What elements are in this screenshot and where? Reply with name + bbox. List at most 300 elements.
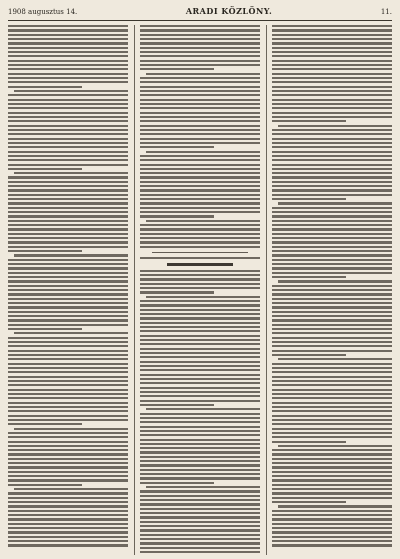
text-line xyxy=(8,298,128,300)
text-line xyxy=(272,51,392,53)
text-line xyxy=(272,194,392,196)
paragraph-start-line xyxy=(278,445,392,447)
text-line xyxy=(140,503,260,505)
text-line xyxy=(140,99,260,101)
text-line xyxy=(8,194,128,196)
text-line xyxy=(140,142,260,144)
text-line xyxy=(272,298,392,300)
text-line xyxy=(272,176,392,178)
text-line xyxy=(272,497,392,499)
text-line xyxy=(8,42,128,44)
text-line xyxy=(140,94,260,96)
text-line xyxy=(272,380,392,382)
text-line xyxy=(8,536,128,538)
text-line xyxy=(8,211,128,213)
text-line xyxy=(272,436,392,438)
text-line xyxy=(272,345,392,347)
text-line xyxy=(272,306,392,308)
text-line xyxy=(140,198,260,200)
text-line xyxy=(140,434,260,436)
text-line xyxy=(8,449,128,451)
text-line xyxy=(140,38,260,40)
text-line xyxy=(8,263,128,265)
text-line xyxy=(140,207,260,209)
paragraph-end-line xyxy=(272,120,346,122)
paragraph-end-line xyxy=(8,423,82,425)
text-line xyxy=(8,531,128,533)
text-line xyxy=(140,538,260,540)
text-line xyxy=(8,432,128,434)
text-line xyxy=(140,391,260,393)
text-line xyxy=(8,34,128,36)
text-line xyxy=(140,120,260,122)
text-line xyxy=(140,86,260,88)
text-line xyxy=(8,280,128,282)
text-line xyxy=(140,551,260,553)
text-line xyxy=(272,189,392,191)
text-line xyxy=(140,129,260,131)
newspaper-title: ARADI KÖZLÖNY. xyxy=(185,6,273,16)
text-line xyxy=(8,25,128,27)
text-line xyxy=(272,133,392,135)
text-line xyxy=(272,112,392,114)
text-line xyxy=(140,138,260,140)
text-line xyxy=(140,125,260,127)
paragraph-end-line xyxy=(272,276,346,278)
text-line xyxy=(272,393,392,395)
text-line xyxy=(8,129,128,131)
text-line xyxy=(272,228,392,230)
text-line xyxy=(8,441,128,443)
text-line xyxy=(140,155,260,157)
text-line xyxy=(140,356,260,358)
text-line xyxy=(272,319,392,321)
text-line xyxy=(8,215,128,217)
text-line xyxy=(8,164,128,166)
text-line xyxy=(272,142,392,144)
text-line xyxy=(272,185,392,187)
text-line xyxy=(8,471,128,473)
text-line xyxy=(8,142,128,144)
text-line xyxy=(140,81,260,83)
paragraph-start-line xyxy=(146,73,260,75)
text-line xyxy=(140,60,260,62)
text-line xyxy=(8,479,128,481)
text-line xyxy=(272,146,392,148)
text-line xyxy=(8,540,128,542)
text-line xyxy=(8,220,128,222)
text-line xyxy=(140,508,260,510)
text-line xyxy=(140,304,260,306)
text-line xyxy=(140,246,260,248)
text-line xyxy=(8,99,128,101)
text-line xyxy=(272,207,392,209)
text-line xyxy=(272,540,392,542)
text-line xyxy=(272,259,392,261)
text-line xyxy=(272,376,392,378)
text-line xyxy=(140,443,260,445)
text-line xyxy=(272,267,392,269)
text-line xyxy=(140,417,260,419)
text-line xyxy=(140,348,260,350)
text-line xyxy=(140,287,260,289)
text-line xyxy=(8,510,128,512)
page-header xyxy=(8,6,392,21)
text-line xyxy=(272,220,392,222)
text-line xyxy=(272,263,392,265)
text-line xyxy=(272,458,392,460)
text-line xyxy=(272,453,392,455)
text-line xyxy=(140,477,260,479)
text-line xyxy=(8,319,128,321)
text-line xyxy=(140,47,260,49)
text-line xyxy=(272,155,392,157)
text-line xyxy=(272,384,392,386)
issue-date: 1908 augusztus 14. xyxy=(8,8,78,16)
text-line xyxy=(8,389,128,391)
text-line xyxy=(8,497,128,499)
text-line xyxy=(272,410,392,412)
text-line xyxy=(272,510,392,512)
paragraph-end-line xyxy=(140,146,214,148)
paragraph-start-line xyxy=(278,202,392,204)
text-line xyxy=(272,432,392,434)
text-line xyxy=(140,426,260,428)
text-line xyxy=(272,129,392,131)
text-line xyxy=(140,352,260,354)
paragraph-end-line xyxy=(8,328,82,330)
text-line xyxy=(272,406,392,408)
text-line xyxy=(140,172,260,174)
text-line xyxy=(8,350,128,352)
text-line xyxy=(8,181,128,183)
text-line xyxy=(8,241,128,243)
text-line xyxy=(140,542,260,544)
text-line xyxy=(140,77,260,79)
text-line xyxy=(272,159,392,161)
text-line xyxy=(140,194,260,196)
text-line xyxy=(140,451,260,453)
text-line xyxy=(272,47,392,49)
paragraph-end-line xyxy=(8,250,82,252)
text-line xyxy=(140,512,260,514)
text-line xyxy=(8,544,128,546)
text-line xyxy=(140,270,260,272)
text-line xyxy=(272,272,392,274)
text-line xyxy=(272,246,392,248)
text-line xyxy=(272,215,392,217)
section-divider xyxy=(152,252,248,253)
text-line xyxy=(272,514,392,516)
text-line xyxy=(272,337,392,339)
paragraph-start-line xyxy=(14,428,128,430)
paragraph-start-line xyxy=(146,151,260,153)
text-line xyxy=(8,505,128,507)
text-line xyxy=(140,51,260,53)
text-line xyxy=(8,120,128,122)
text-line xyxy=(8,462,128,464)
text-line xyxy=(140,374,260,376)
text-line xyxy=(272,531,392,533)
text-line xyxy=(140,29,260,31)
text-line xyxy=(8,523,128,525)
text-line xyxy=(140,330,260,332)
text-line xyxy=(272,492,392,494)
text-line xyxy=(272,536,392,538)
text-line xyxy=(8,103,128,105)
text-line xyxy=(140,447,260,449)
text-line xyxy=(272,332,392,334)
text-line xyxy=(140,369,260,371)
text-line xyxy=(272,415,392,417)
text-line xyxy=(8,107,128,109)
text-line xyxy=(8,501,128,503)
paragraph-start-line xyxy=(14,332,128,334)
text-line xyxy=(272,488,392,490)
text-line xyxy=(272,466,392,468)
text-line xyxy=(8,458,128,460)
text-line xyxy=(140,211,260,213)
paragraph-end-line xyxy=(140,215,214,217)
text-line xyxy=(140,185,260,187)
text-line xyxy=(272,363,392,365)
text-line xyxy=(140,430,260,432)
text-line xyxy=(272,367,392,369)
text-line xyxy=(140,322,260,324)
text-line xyxy=(272,68,392,70)
text-line xyxy=(140,309,260,311)
text-line xyxy=(8,155,128,157)
text-line xyxy=(140,339,260,341)
text-line xyxy=(140,228,260,230)
text-line xyxy=(140,176,260,178)
text-line xyxy=(8,358,128,360)
middle-column xyxy=(134,25,260,555)
paragraph-start-line xyxy=(278,280,392,282)
paragraph-start-line xyxy=(14,488,128,490)
text-line xyxy=(8,415,128,417)
text-line xyxy=(8,189,128,191)
text-line xyxy=(8,146,128,148)
page-number: 11. xyxy=(380,8,392,16)
text-line xyxy=(8,324,128,326)
text-line xyxy=(8,402,128,404)
text-line xyxy=(8,453,128,455)
text-line xyxy=(272,99,392,101)
text-line xyxy=(8,289,128,291)
text-line xyxy=(8,64,128,66)
text-line xyxy=(8,259,128,261)
text-line xyxy=(8,60,128,62)
text-line xyxy=(272,324,392,326)
text-line xyxy=(8,371,128,373)
text-line xyxy=(140,42,260,44)
text-line xyxy=(8,51,128,53)
text-line xyxy=(272,73,392,75)
text-line xyxy=(140,460,260,462)
text-line xyxy=(8,272,128,274)
text-line xyxy=(272,397,392,399)
text-line xyxy=(8,341,128,343)
text-line xyxy=(8,77,128,79)
text-line xyxy=(140,189,260,191)
text-line xyxy=(140,499,260,501)
text-line xyxy=(140,241,260,243)
text-line xyxy=(272,484,392,486)
text-line xyxy=(140,534,260,536)
text-line xyxy=(140,439,260,441)
text-line xyxy=(272,449,392,451)
text-columns xyxy=(8,25,392,555)
text-line xyxy=(140,233,260,235)
text-line xyxy=(8,29,128,31)
text-line xyxy=(140,516,260,518)
text-line xyxy=(272,168,392,170)
text-line xyxy=(140,495,260,497)
text-line xyxy=(272,341,392,343)
text-line xyxy=(8,315,128,317)
text-line xyxy=(272,518,392,520)
paragraph-start-line xyxy=(146,408,260,410)
text-line xyxy=(140,521,260,523)
text-line xyxy=(272,523,392,525)
text-line xyxy=(8,159,128,161)
paragraph-start-line xyxy=(278,505,392,507)
text-line xyxy=(272,55,392,57)
text-line xyxy=(272,42,392,44)
paragraph-end-line xyxy=(272,354,346,356)
text-line xyxy=(272,293,392,295)
text-line xyxy=(140,64,260,66)
text-line xyxy=(8,306,128,308)
text-line xyxy=(140,168,260,170)
paragraph-start-line xyxy=(146,220,260,222)
text-line xyxy=(272,116,392,118)
text-line xyxy=(140,317,260,319)
text-line xyxy=(8,293,128,295)
text-line xyxy=(140,34,260,36)
text-line xyxy=(272,34,392,36)
paragraph-end-line xyxy=(140,482,214,484)
text-line xyxy=(140,469,260,471)
text-line xyxy=(8,237,128,239)
text-line xyxy=(8,73,128,75)
text-line xyxy=(8,311,128,313)
text-line xyxy=(8,81,128,83)
text-line xyxy=(140,283,260,285)
text-line xyxy=(272,164,392,166)
text-line xyxy=(8,367,128,369)
text-line xyxy=(8,492,128,494)
paragraph-end-line xyxy=(272,501,346,503)
text-line xyxy=(8,406,128,408)
left-column xyxy=(8,25,128,555)
text-line xyxy=(8,233,128,235)
text-line xyxy=(140,159,260,161)
text-line xyxy=(8,47,128,49)
paragraph-end-line xyxy=(272,198,346,200)
text-line xyxy=(140,335,260,337)
text-line xyxy=(8,185,128,187)
text-line xyxy=(140,25,260,27)
text-line xyxy=(272,181,392,183)
paragraph-start-line xyxy=(146,296,260,298)
text-line xyxy=(272,479,392,481)
text-line xyxy=(272,107,392,109)
text-line xyxy=(8,246,128,248)
text-line xyxy=(140,473,260,475)
paragraph-start-line xyxy=(14,90,128,92)
text-line xyxy=(140,133,260,135)
text-line xyxy=(272,423,392,425)
text-line xyxy=(272,64,392,66)
text-line xyxy=(272,311,392,313)
text-line xyxy=(140,413,260,415)
paragraph-start-line xyxy=(278,358,392,360)
text-line xyxy=(272,428,392,430)
text-line xyxy=(272,302,392,304)
text-line xyxy=(272,25,392,27)
paragraph-end-line xyxy=(8,484,82,486)
text-line xyxy=(272,211,392,213)
text-line xyxy=(272,103,392,105)
text-line xyxy=(8,419,128,421)
text-line xyxy=(8,475,128,477)
text-line xyxy=(8,354,128,356)
text-line xyxy=(8,302,128,304)
text-line xyxy=(272,241,392,243)
text-line xyxy=(8,436,128,438)
text-line xyxy=(140,547,260,549)
text-line xyxy=(8,518,128,520)
text-line xyxy=(8,393,128,395)
text-line xyxy=(8,94,128,96)
text-line xyxy=(8,337,128,339)
text-line xyxy=(8,384,128,386)
text-line xyxy=(8,198,128,200)
text-line xyxy=(140,343,260,345)
text-line xyxy=(140,525,260,527)
text-line xyxy=(8,38,128,40)
text-line xyxy=(140,116,260,118)
text-line xyxy=(272,81,392,83)
text-line xyxy=(272,315,392,317)
text-line xyxy=(140,278,260,280)
text-line xyxy=(272,254,392,256)
text-line xyxy=(8,363,128,365)
text-line xyxy=(272,224,392,226)
text-line xyxy=(272,285,392,287)
text-line xyxy=(140,300,260,302)
text-line xyxy=(140,365,260,367)
text-line xyxy=(272,60,392,62)
text-line xyxy=(8,224,128,226)
text-line xyxy=(140,490,260,492)
paragraph-end-line xyxy=(8,168,82,170)
text-line xyxy=(8,466,128,468)
text-line xyxy=(8,112,128,114)
text-line xyxy=(140,55,260,57)
section-heading xyxy=(167,263,233,266)
text-line xyxy=(8,228,128,230)
text-line xyxy=(272,475,392,477)
text-line xyxy=(140,107,260,109)
text-line xyxy=(272,237,392,239)
text-line xyxy=(272,233,392,235)
text-line xyxy=(272,172,392,174)
text-line xyxy=(140,181,260,183)
text-line xyxy=(272,151,392,153)
